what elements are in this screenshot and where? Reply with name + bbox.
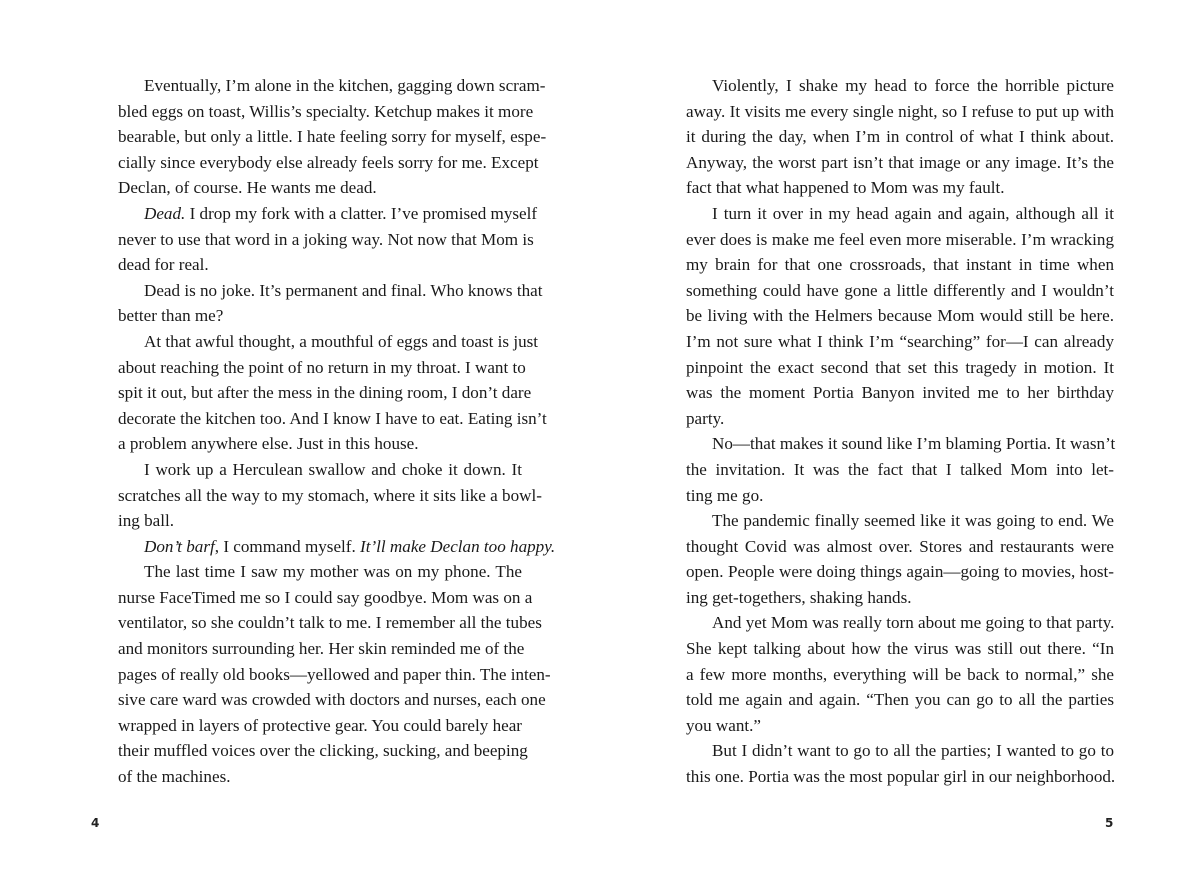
text-line: it during the day, when I’m in control of what I think about. (686, 127, 1114, 147)
text-line: pinpoint the exact second that set this tragedy in motion. It (686, 357, 1114, 377)
text-line: my brain for that one crossroads, that instant in time when (686, 255, 1114, 275)
text-line: ing get-togethers, shaking hands. (686, 587, 912, 607)
text-line: But I didn’t want to go to all the parties; I wanted to go to (712, 741, 1114, 761)
text-line: told me again and again. “Then you can go to all the parties (686, 690, 1114, 710)
text-line: this one. Portia was the most popular girl in our neighborhood. (686, 767, 1116, 787)
text-line: The pandemic finally seemed like it was going to end. We (712, 511, 1114, 531)
text-line: pages of really old books—yellowed and paper thin. The inten- (118, 664, 551, 684)
text-line: never to use that word in a joking way. Not now that Mom is (118, 229, 534, 249)
text-line: something could have gone a little differently and I wouldn’t (686, 280, 1114, 300)
text-line: and monitors surrounding her. Her skin reminded me of the (118, 639, 525, 659)
text-line: their muffled voices over the clicking, sucking, and beeping (118, 741, 528, 761)
text-line: fact that what happened to Mom was my fault. (686, 178, 1005, 198)
text-line: bled eggs on toast, Willis’s specialty. Ketchup makes it more (118, 101, 534, 121)
text-line: party. (686, 408, 725, 428)
text-line: open. People were doing things again—going to movies, host- (686, 562, 1114, 582)
text-line: No—that makes it sound like I’m blaming Portia. It wasn’t (712, 434, 1116, 454)
text-line: ventilator, so she couldn’t talk to me. I remember all the tubes (118, 613, 542, 633)
right-page-text (686, 73, 1114, 790)
text-line: Dead. I drop my fork with a clatter. I’ve promised myself (144, 203, 538, 223)
text-line: was the moment Portia Banyon invited me to her birthday (686, 383, 1114, 403)
text-line: dead for real. (118, 255, 209, 275)
text-line: ting me go. (686, 485, 764, 505)
text-line: I turn it over in my head again and again, although all it (712, 203, 1114, 223)
text-line: scratches all the way to my stomach, where it sits like a bowl- (118, 485, 542, 505)
text-line: thought Covid was almost over. Stores and restaurants were (686, 536, 1114, 556)
text-line: spit it out, but after the mess in the dining room, I don’t dare (118, 383, 532, 403)
text-line: The last time I saw my mother was on my phone. The (144, 562, 522, 582)
text-line: of the machines. (118, 767, 231, 787)
text-line: bearable, but only a little. I hate feeling sorry for myself, espe- (118, 127, 547, 147)
text-line: better than me? (118, 306, 224, 326)
text-line: decorate the kitchen too. And I know I have to eat. Eating isn’t (118, 408, 547, 428)
page-number-left: 4 (91, 816, 100, 830)
left-page-text (118, 73, 556, 790)
text-line: And yet Mom was really torn about me going to that party. (712, 613, 1115, 633)
text-line: I’m not sure what I think I’m “searching” for—I can already (686, 331, 1114, 351)
text-line: At that awful thought, a mouthful of eggs and toast is just (144, 331, 539, 351)
text-line: the invitation. It was the fact that I talked Mom into let- (686, 459, 1114, 479)
text-line: you want.” (686, 715, 762, 735)
right-page (600, 0, 1200, 881)
text-line: She kept talking about how the virus was still out there. “In (686, 639, 1114, 659)
text-line: cially since everybody else already feels sorry for me. Except (118, 152, 539, 172)
page-number-right: 5 (1105, 816, 1114, 830)
text-line: a problem anywhere else. Just in this house. (118, 434, 419, 454)
text-line: nurse FaceTimed me so I could say goodbye. Mom was on a (118, 587, 533, 607)
text-line: I work up a Herculean swallow and choke it down. It (144, 459, 522, 479)
text-line: away. It visits me every single night, so I refuse to put up with (686, 101, 1114, 121)
text-line: Anyway, the worst part isn’t that image or any image. It’s the (686, 152, 1114, 172)
text-line: Dead is no joke. It’s permanent and final. Who knows that (144, 280, 543, 300)
text-line: Violently, I shake my head to force the horrible picture (712, 76, 1114, 95)
text-line: about reaching the point of no return in my throat. I want to (118, 357, 526, 377)
text-line: ing ball. (118, 511, 175, 531)
text-line: sive care ward was crowded with doctors and nurses, each one (118, 690, 546, 710)
text-line: be living with the Helmers because Mom would still be here. (686, 306, 1114, 326)
text-line: Don’t barf, I command myself. It’ll make Declan too happy. (144, 536, 556, 556)
text-line: Eventually, I’m alone in the kitchen, gagging down scram- (144, 76, 546, 95)
text-line: ever does is make me feel even more miserable. I’m wracking (686, 229, 1114, 249)
text-line: a few more months, everything will be back to normal,” she (686, 664, 1114, 684)
text-line: Declan, of course. He wants me dead. (118, 178, 377, 198)
text-line: wrapped in layers of protective gear. You could barely hear (118, 715, 522, 735)
